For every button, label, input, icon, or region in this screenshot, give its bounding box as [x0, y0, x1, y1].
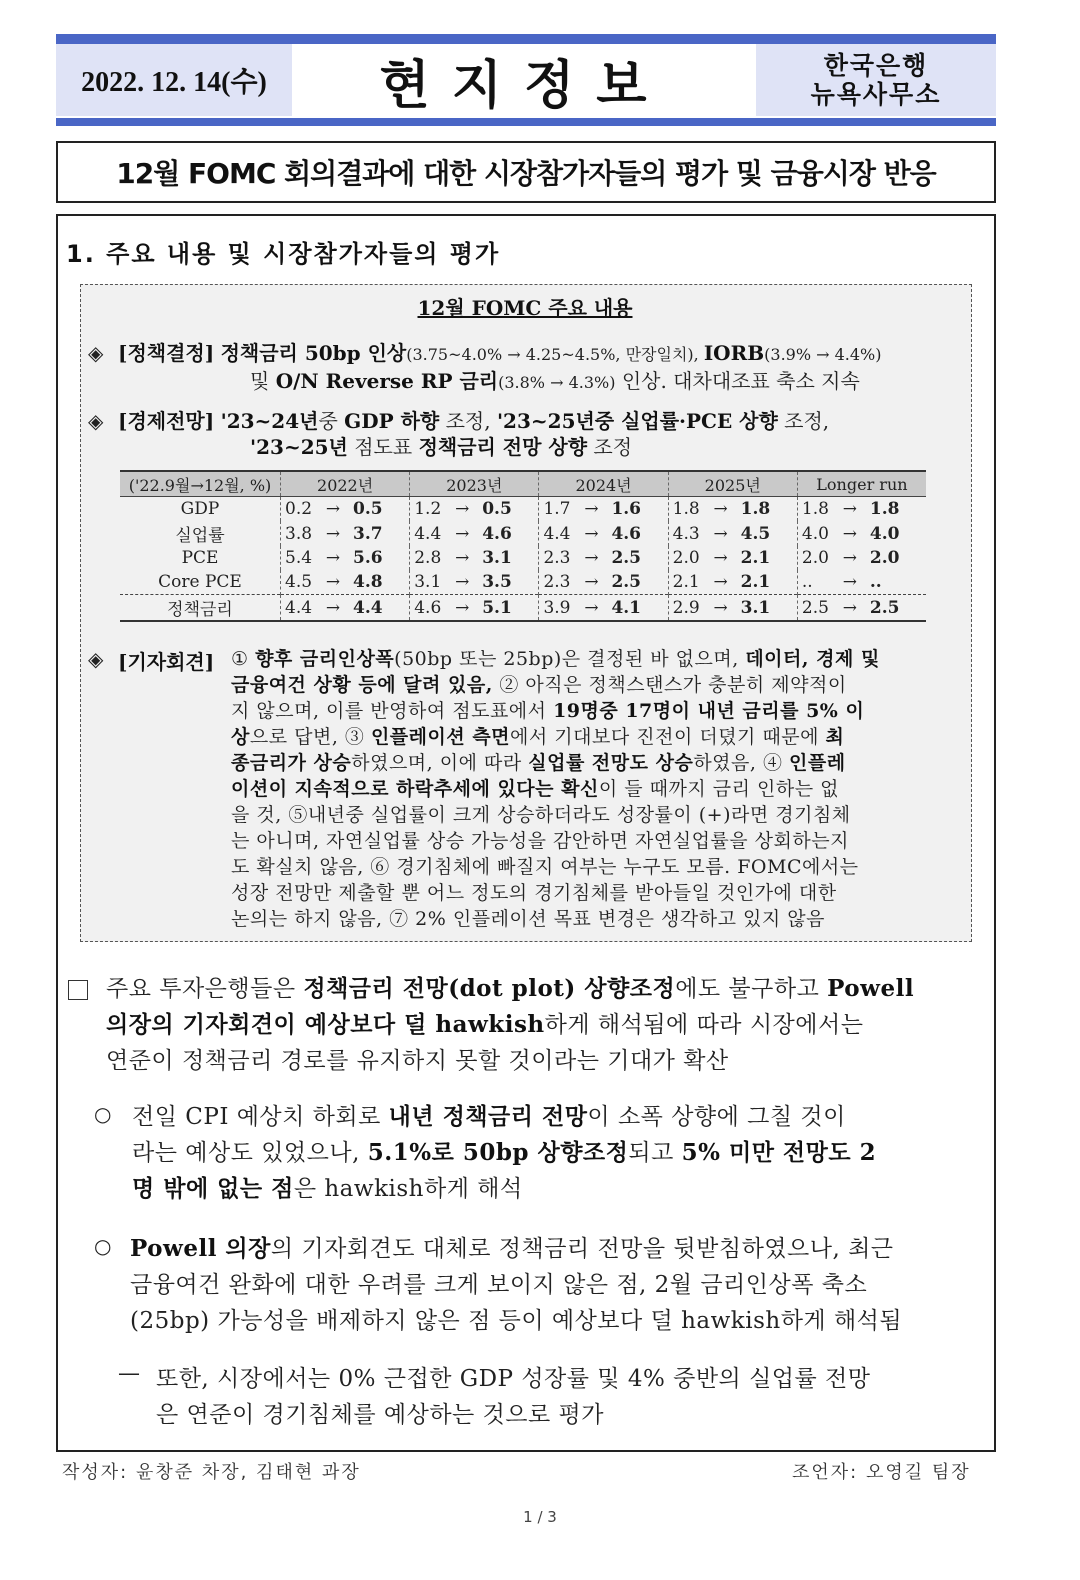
- cell-to-value: 2.5: [869, 597, 900, 618]
- table-cell: [668, 497, 797, 522]
- cell-to-value: 0.5: [482, 499, 512, 519]
- press-label: [기자회견]: [118, 650, 215, 674]
- report-date: 2022. 12. 14(수): [56, 44, 292, 116]
- arrow-icon: →: [842, 572, 857, 592]
- arrow-icon: →: [455, 499, 470, 519]
- arrow-icon: →: [325, 548, 341, 568]
- policy-detail-1: (3.75~4.0% → 4.25~4.5%, 만장일치),: [406, 345, 704, 364]
- cell-from-value: 1.2: [414, 499, 442, 519]
- diamond-bullet-icon: ◈: [88, 647, 104, 671]
- table-cell: [668, 595, 797, 622]
- arrow-icon: →: [584, 523, 599, 544]
- cell-from-value: 2.8: [414, 548, 442, 568]
- table-cell: [797, 570, 926, 595]
- cell-to-value: 0.5: [353, 499, 383, 519]
- arrow-icon: →: [584, 499, 599, 519]
- table-cell: [539, 497, 668, 522]
- cell-to-value: 4.6: [482, 523, 512, 544]
- cell-to-value: 2.5: [611, 548, 642, 568]
- policy-bold-1: 정책금리 50bp 인상: [220, 341, 407, 365]
- arrow-icon: →: [842, 597, 857, 618]
- table-cell: [281, 595, 410, 622]
- cell-to-value: 4.0: [869, 523, 900, 544]
- table-col-header: Longer run: [797, 471, 926, 497]
- header-bottom-rule: [56, 118, 996, 126]
- table-cell: [797, 521, 926, 546]
- diamond-bullet-icon: ◈: [88, 341, 104, 365]
- table-cell: [539, 570, 668, 595]
- outlook-bold-3: '23~25년중 실업률·PCE 상향: [496, 409, 778, 433]
- table-cell: [539, 521, 668, 546]
- press-text-line: 도 확실치 않음, ⑥ 경기침체에 빠질지 여부는 누구도 모름. FOMC에서는: [231, 856, 859, 878]
- table-header-row: [120, 471, 926, 497]
- cell-from-value: 1.8: [801, 499, 829, 519]
- sub-point-line: (25bp) 가능성을 배제하지 않은 점 등이 예상보다 덜 hawkish하게 해석됨: [130, 1308, 903, 1334]
- cell-to-value: 1.8: [740, 499, 771, 519]
- circle-bullet-icon: ○: [94, 1234, 112, 1258]
- issuing-office-line1: 한국은행: [823, 51, 929, 80]
- table-row: [120, 595, 926, 622]
- cell-from-value: 3.1: [414, 572, 442, 592]
- table-cell: [410, 595, 539, 622]
- arrow-icon: →: [455, 572, 470, 592]
- cell-from-value: 4.3: [672, 523, 700, 544]
- cell-to-value: 4.1: [611, 597, 642, 618]
- cell-from-value: 0.2: [285, 499, 313, 519]
- press-text-line: 논의는 하지 않음, ⑦ 2% 인플레이션 목표 변경은 생각하고 있지 않음: [231, 908, 825, 930]
- arrow-icon: →: [325, 523, 341, 544]
- table-cell: [281, 521, 410, 546]
- sub-point-line: 라는 예상도 있었으나, 5.1%로 50bp 상향조정되고 5% 미만 전망도 2: [132, 1139, 877, 1166]
- projection-table: [120, 470, 926, 622]
- main-point-line: 주요 투자은행들은 정책금리 전망(dot plot) 상향조정에도 불구하고 Powell: [106, 975, 915, 1002]
- table-cell: [410, 546, 539, 570]
- outlook-bold-4: '23~25년: [250, 435, 348, 459]
- headline: 12월 FOMC 회의결과에 대한 시장참가자들의 평가 및 금융시장 반응: [56, 141, 996, 203]
- circle-bullet-icon: ○: [94, 1102, 112, 1126]
- cell-to-value: 5.6: [353, 548, 383, 568]
- table-cell: [410, 497, 539, 522]
- arrow-icon: →: [713, 499, 728, 519]
- outlook-label: [경제전망]: [118, 409, 215, 433]
- press-text-line: 이션이 지속적으로 하락추세에 있다는 확신이 들 때까지 금리 인하는 없: [231, 778, 839, 800]
- policy-line2-a: 및: [250, 369, 276, 393]
- page-number: 1 / 3: [523, 1508, 557, 1526]
- press-text-line: 는 아니며, 자연실업률 상승 가능성을 감안하면 자연실업률을 상회하는지: [231, 830, 849, 852]
- sub-point-line: 또한, 시장에서는 0% 근접한 GDP 성장률 및 4% 중반의 실업률 전망: [156, 1366, 871, 1392]
- arrow-icon: →: [325, 572, 341, 592]
- table-col-header: 2022년: [281, 471, 410, 497]
- table-corner-label: ('22.9월→12월, %): [120, 471, 281, 497]
- arrow-icon: →: [713, 523, 728, 544]
- table-col-header: 2024년: [539, 471, 668, 497]
- press-text-line: 을 것, ⑤내년중 실업률이 크게 상승하더라도 성장률이 (+)라면 경기침체: [231, 804, 851, 826]
- cell-to-value: 2.0: [869, 548, 900, 568]
- arrow-icon: →: [713, 597, 728, 618]
- table-cell: [668, 570, 797, 595]
- main-point-line: 의장의 기자회견이 예상보다 덜 hawkish하게 해석됨에 따라 시장에서는: [106, 1011, 864, 1038]
- report-type-text: 현지정보: [379, 55, 669, 116]
- cell-from-value: 2.1: [672, 572, 700, 592]
- table-row-label: 실업률: [175, 526, 225, 546]
- cell-from-value: 2.3: [543, 548, 571, 568]
- sub-point-line: 전일 CPI 예상치 하회로 내년 정책금리 전망이 소폭 상향에 그칠 것이: [132, 1103, 846, 1130]
- outlook-bold-2: GDP 하향: [344, 409, 440, 433]
- sub-point-line: 명 밖에 없는 점은 hawkish하게 해석: [132, 1175, 523, 1202]
- press-text-line: 지 않으며, 이를 반영하여 점도표에서 19명중 17명이 내년 금리를 5% 이: [231, 700, 865, 722]
- press-text-line: 상으로 답변, ③ 인플레이션 측면에서 기대보다 진전이 더뎠기 때문에 최: [231, 726, 845, 748]
- sub-point-1: [132, 1099, 876, 1207]
- table-cell: [539, 595, 668, 622]
- arrow-icon: →: [455, 548, 470, 568]
- outlook-text-4: 점도표: [347, 435, 419, 459]
- sub-point-line: 은 연준이 경기침체를 예상하는 것으로 평가: [156, 1402, 604, 1428]
- issuing-office: [756, 44, 996, 116]
- cell-from-value: 3.9: [543, 597, 571, 618]
- table-cell: [668, 546, 797, 570]
- main-point-paragraph: [106, 971, 914, 1079]
- issuing-office-line2: 뉴욕사무소: [810, 80, 942, 109]
- table-row-label: Core PCE: [158, 572, 242, 592]
- cell-from-value: 2.0: [672, 548, 700, 568]
- cell-from-value: 4.0: [801, 523, 829, 544]
- sub-point-line: Powell 의장의 기자회견도 대체로 정책금리 전망을 뒷받침하였으나, 최근: [130, 1235, 894, 1262]
- policy-detail-3: (3.8% → 4.3%): [498, 373, 616, 392]
- policy-detail-2: (3.9% → 4.4%): [764, 345, 882, 364]
- table-row: [120, 546, 926, 570]
- cell-to-value: 3.1: [740, 597, 771, 618]
- policy-decision-item: [118, 340, 968, 396]
- cell-from-value: 1.7: [543, 499, 571, 519]
- section-title: 1. 주요 내용 및 시장참가자들의 평가: [66, 240, 501, 268]
- table-cell: [797, 546, 926, 570]
- author-line: 작성자: 윤창준 차장, 김태현 과장: [62, 1462, 361, 1483]
- arrow-icon: →: [584, 572, 599, 592]
- press-text-line: ① 향후 금리인상폭(50bp 또는 25bp)은 결정된 바 없으며, 데이터, 경제 및: [231, 648, 880, 670]
- outlook-text-1: 중: [318, 409, 345, 433]
- cell-to-value: 2.5: [611, 572, 642, 592]
- policy-label: [정책결정]: [118, 341, 215, 365]
- cell-from-value: 2.5: [801, 597, 829, 618]
- table-col-header: 2025년: [668, 471, 797, 497]
- table-cell: [281, 497, 410, 522]
- outlook-text-5: 조정: [587, 435, 633, 459]
- arrow-icon: →: [842, 523, 857, 544]
- arrow-icon: →: [325, 499, 341, 519]
- cell-to-value: 4.5: [740, 523, 771, 544]
- sub-point-line: 금융여건 완화에 대한 우려를 크게 보이지 않은 점, 2월 금리인상폭 축소: [130, 1272, 868, 1298]
- cell-from-value: 4.6: [414, 597, 442, 618]
- table-cell: [668, 521, 797, 546]
- cell-to-value: 4.6: [611, 523, 642, 544]
- cell-from-value: 4.4: [414, 523, 442, 544]
- cell-from-value: 2.0: [801, 548, 829, 568]
- cell-to-value: 3.1: [482, 548, 512, 568]
- policy-line2-b: 인상. 대차대조표 축소 지속: [615, 369, 860, 393]
- cell-from-value: 4.4: [543, 523, 571, 544]
- report-type-title: [292, 44, 756, 116]
- arrow-icon: →: [713, 572, 728, 592]
- table-row: [120, 497, 926, 522]
- table-cell: [410, 570, 539, 595]
- cell-from-value: ..: [801, 572, 813, 592]
- cell-to-value: 1.8: [869, 499, 900, 519]
- table-cell: [797, 595, 926, 622]
- cell-from-value: 2.3: [543, 572, 571, 592]
- arrow-icon: →: [584, 548, 599, 568]
- cell-to-value: 2.1: [740, 572, 771, 592]
- document-header: [56, 34, 996, 128]
- press-conference-text: [231, 646, 959, 932]
- cell-from-value: 5.4: [285, 548, 313, 568]
- table-row: [120, 570, 926, 595]
- outlook-bold-1: '23~24년: [220, 409, 319, 433]
- press-text-line: 성장 전망만 제출할 뿐 어느 정도의 경기침체를 받아들일 것인가에 대한: [231, 882, 837, 904]
- cell-to-value: 4.4: [353, 597, 383, 618]
- arrow-icon: →: [584, 597, 599, 618]
- fomc-summary-title: 12월 FOMC 주요 내용: [417, 296, 633, 320]
- advisor-line: 조언자: 오영길 팀장: [792, 1462, 971, 1483]
- table-cell: [539, 546, 668, 570]
- table-row-label: 정책금리: [120, 595, 281, 622]
- cell-to-value: 5.1: [482, 597, 512, 618]
- cell-to-value: 4.8: [353, 572, 383, 592]
- table-cell: [410, 521, 539, 546]
- table-cell: [281, 570, 410, 595]
- outlook-bold-5: 정책금리 전망 상향: [418, 435, 588, 459]
- outlook-text-3: 조정,: [777, 409, 830, 433]
- arrow-icon: →: [842, 499, 857, 519]
- checkbox-bullet-icon: [68, 980, 88, 1000]
- table-col-header: 2023년: [410, 471, 539, 497]
- table-row-label: GDP: [180, 499, 220, 519]
- press-text-line: 종금리가 상승하였으며, 이에 따라 실업률 전망도 상승하였음, ④ 인플레: [231, 752, 846, 774]
- arrow-icon: →: [713, 548, 728, 568]
- cell-to-value: 3.5: [482, 572, 512, 592]
- dash-bullet-icon: —: [118, 1361, 140, 1386]
- table-cell: [797, 497, 926, 522]
- policy-bold-2: IORB: [703, 341, 765, 365]
- cell-from-value: 2.9: [672, 597, 700, 618]
- sub-point-3: [156, 1361, 870, 1433]
- cell-to-value: 2.1: [740, 548, 771, 568]
- cell-to-value: 3.7: [353, 523, 383, 544]
- arrow-icon: →: [455, 597, 470, 618]
- cell-to-value: ..: [869, 572, 882, 592]
- table-cell: [281, 546, 410, 570]
- cell-from-value: 4.5: [285, 572, 313, 592]
- table-row: [120, 521, 926, 546]
- cell-from-value: 1.8: [672, 499, 700, 519]
- cell-from-value: 3.8: [285, 523, 313, 544]
- sub-point-2: [130, 1231, 902, 1339]
- cell-from-value: 4.4: [285, 597, 313, 618]
- cell-to-value: 1.6: [611, 499, 642, 519]
- outlook-text-2: 조정,: [439, 409, 497, 433]
- policy-bold-3: O/N Reverse RP 금리: [275, 369, 499, 393]
- diamond-bullet-icon: ◈: [88, 409, 104, 433]
- arrow-icon: →: [455, 523, 470, 544]
- economic-outlook-item: [118, 408, 968, 460]
- table-row-label: PCE: [181, 548, 219, 568]
- press-text-line: 금융여건 상황 등에 달려 있음, ② 아직은 정책스탠스가 충분히 제약적이: [231, 674, 847, 696]
- arrow-icon: →: [325, 597, 341, 618]
- main-point-line: 연준이 정책금리 경로를 유지하지 못할 것이라는 기대가 확산: [106, 1048, 729, 1074]
- arrow-icon: →: [842, 548, 857, 568]
